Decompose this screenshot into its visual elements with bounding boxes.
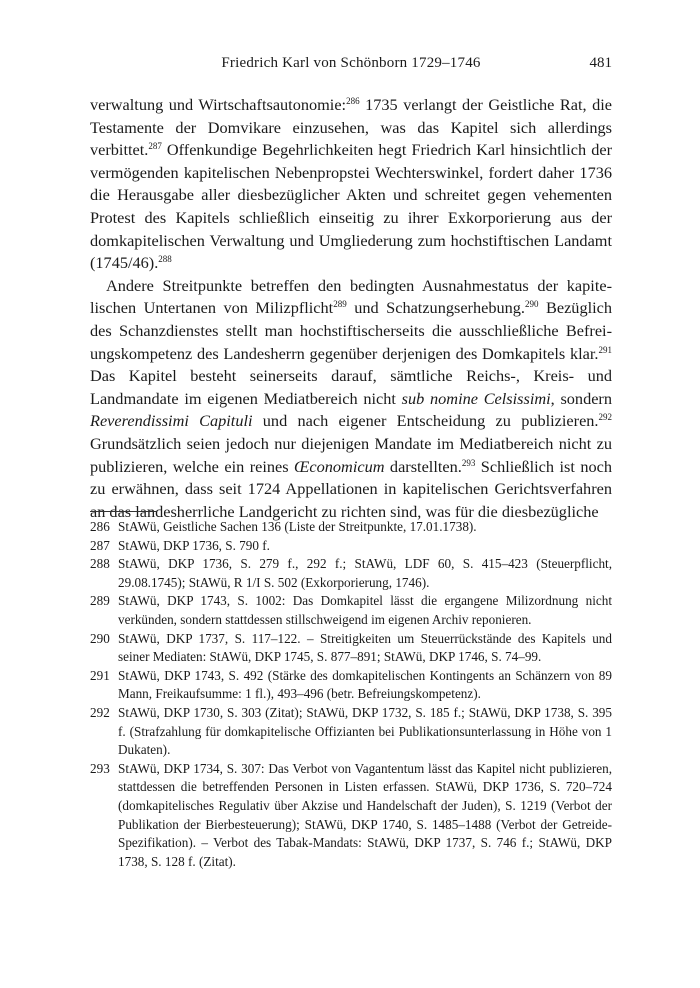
latin-phrase: sub nomine Celsissimi bbox=[401, 388, 551, 408]
footnote-ref[interactable]: 286 bbox=[346, 96, 360, 106]
running-header bbox=[90, 55, 612, 79]
text-run: 1735 verlangt der Geistliche Rat, die Testamente der Domvikare einzusehen, was das Kapitel sich allerdings verbittet. bbox=[90, 95, 613, 160]
footnote-text: StAWü, DKP 1736, S. 790 f. bbox=[118, 537, 270, 553]
footnote-text: StAWü, DKP 1743, S. 492 (Stärke des domkapitelischen Kontingents an Schänzern von 89 Mann, Freikaufsumme: 1 fl.), 493–496 (betr. Befreiungskompetenz). bbox=[118, 667, 612, 702]
page-number: 481 bbox=[589, 55, 612, 71]
footnote-separator bbox=[90, 511, 156, 512]
footnote bbox=[90, 592, 612, 629]
footnote-number: 291 bbox=[90, 667, 110, 683]
footnote bbox=[90, 555, 612, 592]
footnote-number: 288 bbox=[90, 556, 110, 572]
footnote-text: StAWü, DKP 1736, S. 279 f., 292 f.; StAWü, LDF 60, S. 415–423 (Steuerpflicht, 29.08.1745); StAWü, R 1/I S. 502 (Exkorporierung, 1746). bbox=[118, 556, 612, 590]
footnote-number: 290 bbox=[90, 630, 110, 646]
text-run: darstellten. bbox=[384, 456, 462, 476]
footnote-text: StAWü, DKP 1737, S. 117–122. – Streitigkeiten um Steuerrückstände des Kapitels und seiner Mediaten: StAWü, DKP 1745, S. 877–891; StAWü, DKP 1746, S. 74–99. bbox=[118, 630, 612, 665]
paragraph bbox=[90, 275, 612, 524]
footnote-ref[interactable]: 289 bbox=[333, 299, 347, 310]
footnote-ref[interactable]: 287 bbox=[148, 141, 162, 152]
footnote-number: 286 bbox=[90, 519, 110, 534]
footnote bbox=[90, 667, 612, 704]
footnote-text: StAWü, Geistliche Sachen 136 (Liste der Streitpunkte, 17.01.1738). bbox=[118, 519, 477, 534]
footnote-number: 293 bbox=[90, 760, 110, 776]
footnote-number: 287 bbox=[90, 537, 110, 553]
footnote-number: 292 bbox=[90, 704, 110, 720]
footnote-ref[interactable]: 292 bbox=[598, 412, 613, 423]
footnote-ref[interactable]: 290 bbox=[524, 299, 539, 310]
text-run: Offenkundige Begehrlichkeiten hegt Friedrich Karl hinsichtlich der vermögenden kapitelischen Nebenpropstei Wechterswinkel, fordert daher 1736 die Herausgabe aller diesbezüglicher Akten und schreitet gegen vehementen Protest des Kapitels schließlich einseitig zu ihrer Exkorporierung aus der domkapitelischen Verwaltung und Umgliederung zum hochstiftischen Landamt (1745/46). bbox=[90, 140, 612, 273]
latin-phrase: Œconomicum bbox=[294, 456, 385, 476]
text-run: Schließlich ist noch zu erwähnen, dass seit 1724 Appellationen in kapitelischen Gerichtsverfahren an das landesherrliche Landgericht zu richten sind, was für die diesbezügliche bbox=[90, 456, 613, 521]
footnote bbox=[90, 704, 612, 760]
text-run: Bezüglich des Schanzdienstes stellt man hochstiftischerseits die ausschließliche Befreiungskompetenz des Landesherrn gegenüber derjenigen des Domkapitels klar. bbox=[90, 298, 612, 363]
text-run: Andere Streitpunkte betreffen den bedingten Ausnahmestatus der kapitelischen Untertanen von Milizpflicht bbox=[90, 275, 612, 318]
footnote-text: StAWü, DKP 1730, S. 303 (Zitat); StAWü, DKP 1732, S. 185 f.; StAWü, DKP 1738, S. 395 f. (Strafzahlung für domkapitelische Offizianten bei Publikationsunterlassung in Höhe von 1 Dukaten). bbox=[118, 704, 612, 758]
footnote-number: 289 bbox=[90, 593, 110, 609]
footnote-text: StAWü, DKP 1734, S. 307: Das Verbot von Vagantentum lässt das Kapitel nicht publizieren, stattdessen die betreffenden Personen in Listen erfassen. StAWü, DKP 1736, S. 720–724 (domkapitelisches Regulativ über Akzise und Handelschaft der Juden), S. 1219 (Verbot der Publikation der Bierbesteuerung); StAWü, DKP 1740, S. 1485–1488 (Verbot der Getreide-Spezifikation). – Verbot des Tabak-Mandats: StAWü, DKP 1737, S. 746 f.; StAWü, DKP 1738, S. 128 f. (Zitat). bbox=[118, 760, 612, 869]
main-text bbox=[90, 94, 612, 523]
text-run: und nach eigener Entscheidung zu publizieren. bbox=[252, 411, 599, 431]
text-run: Grundsätzlich seien jedoch nur diejenigen Mandate im Mediatbereich nicht zu publizieren, welche ein reines bbox=[90, 433, 612, 476]
text-run: und Schatzungserhebung. bbox=[346, 298, 525, 318]
running-title: Friedrich Karl von Schönborn 1729–1746 bbox=[221, 55, 481, 71]
footnote-ref[interactable]: 288 bbox=[158, 254, 172, 265]
paragraph bbox=[90, 94, 612, 275]
latin-phrase: Reverendissimi Capituli bbox=[90, 411, 253, 431]
text-run: , sondern bbox=[550, 388, 612, 408]
footnote-text: StAWü, DKP 1743, S. 1002: Das Domkapitel lässt die ergangene Milizordnung nicht verkünden, sondern stattdessen stillschweigend im eigenen Archiv reponieren. bbox=[118, 593, 612, 627]
footnote bbox=[90, 760, 612, 872]
footnotes bbox=[90, 518, 612, 871]
footnote bbox=[90, 537, 612, 556]
footnote-ref[interactable]: 291 bbox=[598, 344, 612, 355]
footnote-ref[interactable]: 293 bbox=[461, 457, 476, 468]
text-run: Das Kapitel besteht seinerseits darauf, sämtliche Reichs-, Kreis- und Landmandate im eigenen Mediatbereich nicht bbox=[90, 366, 612, 408]
footnote bbox=[90, 518, 612, 537]
text-run: verwaltung und Wirtschaftsautonomie: bbox=[90, 95, 347, 114]
footnote bbox=[90, 630, 612, 667]
